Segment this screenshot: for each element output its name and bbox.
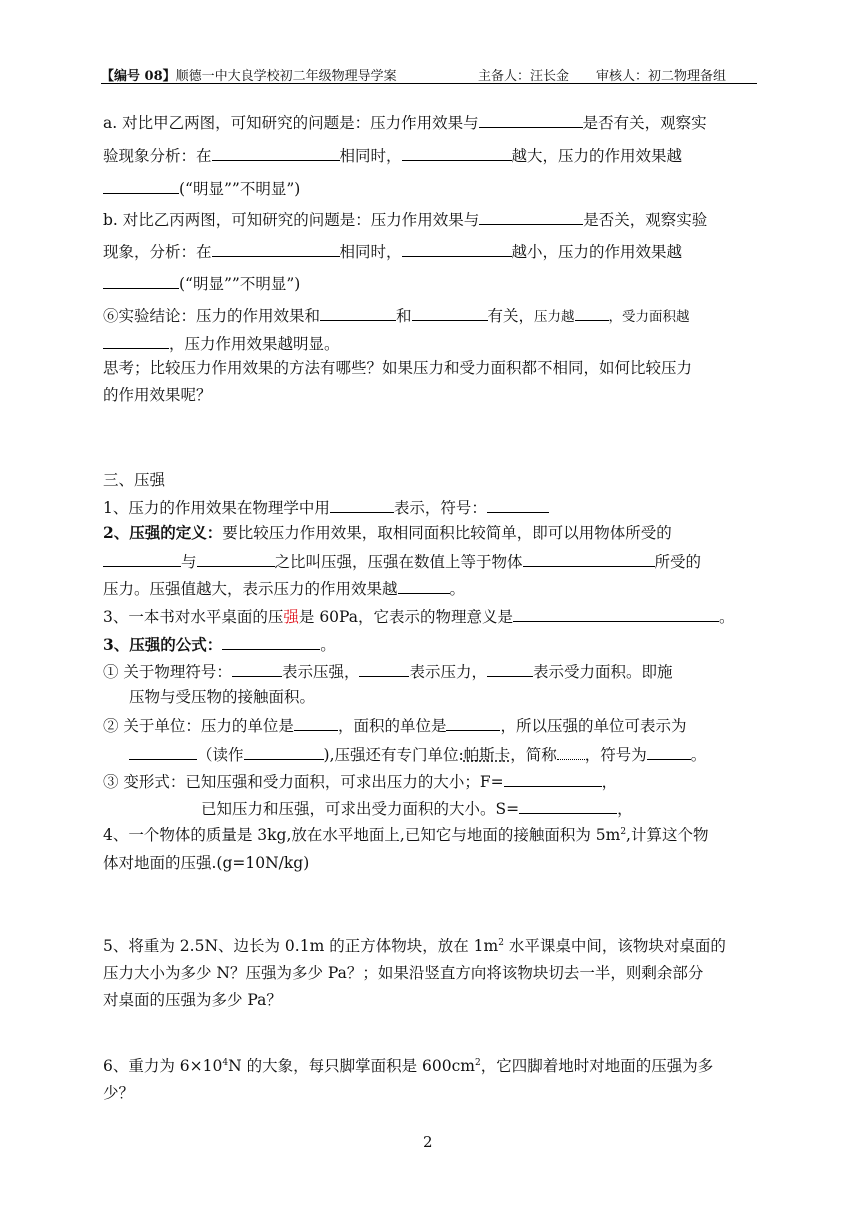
blank[interactable] <box>103 178 179 194</box>
blank[interactable] <box>504 771 602 787</box>
question-5-line-2: 压力大小为多少 N？压强为多少 Pa？；如果沿竖直方向将该物块切去一半，则剩余部分 <box>103 964 704 982</box>
item-3-line-1: ③ 变形式：已知压强和受力面积，可求出压力的大小；F= ， <box>103 773 618 791</box>
blank[interactable] <box>103 273 179 289</box>
blank[interactable] <box>103 333 169 349</box>
page-number: 2 <box>423 1133 433 1151</box>
header-reviewer: 审核人：初二物理备组 <box>596 69 727 84</box>
sec-a-line-3: (“明显””不明显”) <box>103 178 300 199</box>
item-2-line-2: （读作 ),压强还有专门单位:帕斯卡，简称 ，符号为 。 <box>129 744 706 765</box>
blank[interactable] <box>575 305 609 321</box>
blank[interactable] <box>222 634 320 650</box>
blank[interactable] <box>402 241 512 257</box>
blank[interactable] <box>359 661 409 677</box>
blank[interactable] <box>479 209 583 225</box>
think-line-2: 的作用效果呢？ <box>103 386 212 404</box>
question-3a: 3、一本书对水平桌面的压强是 60Pa，它表示的物理意义是 。 <box>103 608 735 626</box>
question-1: 1、压力的作用效果在物理学中用 表示，符号： <box>103 497 549 518</box>
sec-b-line-3: (“明显””不明显”) <box>103 273 300 294</box>
section-title: 三、压强 <box>103 471 166 489</box>
blank[interactable] <box>647 744 691 760</box>
think-line-1: 思考；比较压力作用效果的方法有哪些？如果压力和受力面积都不相同，如何比较压力 <box>103 359 693 377</box>
blank[interactable] <box>330 497 394 513</box>
blank[interactable] <box>398 578 450 594</box>
question-4-line-1: 4、一个物体的质量是 3kg,放在水平地面上,已知它与地面的接触面积为 $5m^2$,计算这个物 <box>103 826 709 844</box>
conclusion-line-1: ⑥实验结论：压力的作用效果和 和 有关，压力越 ，受力面积越 <box>103 307 690 325</box>
blank[interactable] <box>244 744 324 760</box>
sec-a-line-2: 验现象分析：在 相同时， 越大，压力的作用效果越 <box>103 147 683 165</box>
header-number: 【编号 08】 <box>101 69 176 84</box>
blank[interactable] <box>103 551 181 567</box>
blank[interactable] <box>523 551 655 567</box>
blank[interactable] <box>402 145 512 161</box>
sec-a-line-1: a. 对比甲乙两图，可知研究的问题是：压力作用效果与 是否有关，观察实 <box>103 114 707 132</box>
question-4-line-2: 体对地面的压强.(g=10N/kg) <box>103 854 310 872</box>
header-school: 顺德一中大良学校初二年级物理导学案 <box>175 69 397 84</box>
question-6-line-2: 少？ <box>103 1084 135 1102</box>
blank[interactable] <box>232 661 282 677</box>
blank[interactable] <box>557 744 585 760</box>
blank[interactable] <box>519 798 617 814</box>
blank[interactable] <box>487 661 533 677</box>
blank[interactable] <box>294 715 338 731</box>
blank[interactable] <box>513 606 719 622</box>
question-2-line-3: 压力。压强值越大，表示压力的作用效果越 。 <box>103 580 466 598</box>
item-3-line-2: 已知压力和压强，可求出受力面积的大小。S= ， <box>201 800 633 818</box>
question-3b: 3、压强的公式： 。 <box>103 635 336 654</box>
blank[interactable] <box>129 744 197 760</box>
blank[interactable] <box>197 551 275 567</box>
blank[interactable] <box>320 305 396 321</box>
question-5-line-1: 5、将重为 2.5N、边长为 0.1m 的正方体物块，放在 $1m^2$ 水平课桌中间，该物块对桌面的 <box>103 937 726 955</box>
page-header <box>101 63 757 84</box>
question-2-line-1: 2、压强的定义：要比较压力作用效果，取相同面积比较简单，即可以用物体所受的 <box>103 523 672 542</box>
item-2-line-1: ② 关于单位：压力的单位是 ，面积的单位是 ，所以压强的单位可表示为 <box>103 717 687 735</box>
header-preparer: 主备人：汪长金 <box>478 69 570 84</box>
question-6-line-1: 6、重力为 $6\times 10^4N$ 的大象，每只脚掌面积是 $600cm^2$，它四脚着地时对地面的压强为多 <box>103 1057 714 1075</box>
item-1-line-2: 压物与受压物的接触面积。 <box>129 688 316 706</box>
blank[interactable] <box>487 497 549 513</box>
question-5-line-3: 对桌面的压强为多少 Pa？ <box>103 991 282 1009</box>
sec-b-line-2: 现象，分析：在 相同时， 越小，压力的作用效果越 <box>103 243 683 261</box>
blank[interactable] <box>446 715 500 731</box>
blank[interactable] <box>412 305 488 321</box>
item-1-line-1: ① 关于物理符号： 表示压强， 表示压力， 表示受力面积。即施 <box>103 663 673 681</box>
blank[interactable] <box>212 241 340 257</box>
conclusion-line-2: ，压力作用效果越明显。 <box>103 333 340 354</box>
question-2-line-2: 与 之比叫压强，压强在数值上等于物体 所受的 <box>103 551 701 572</box>
blank[interactable] <box>212 145 340 161</box>
sec-b-line-1: b. 对比乙丙两图，可知研究的问题是：压力作用效果与 是否关，观察实验 <box>103 211 708 229</box>
blank[interactable] <box>479 112 583 128</box>
